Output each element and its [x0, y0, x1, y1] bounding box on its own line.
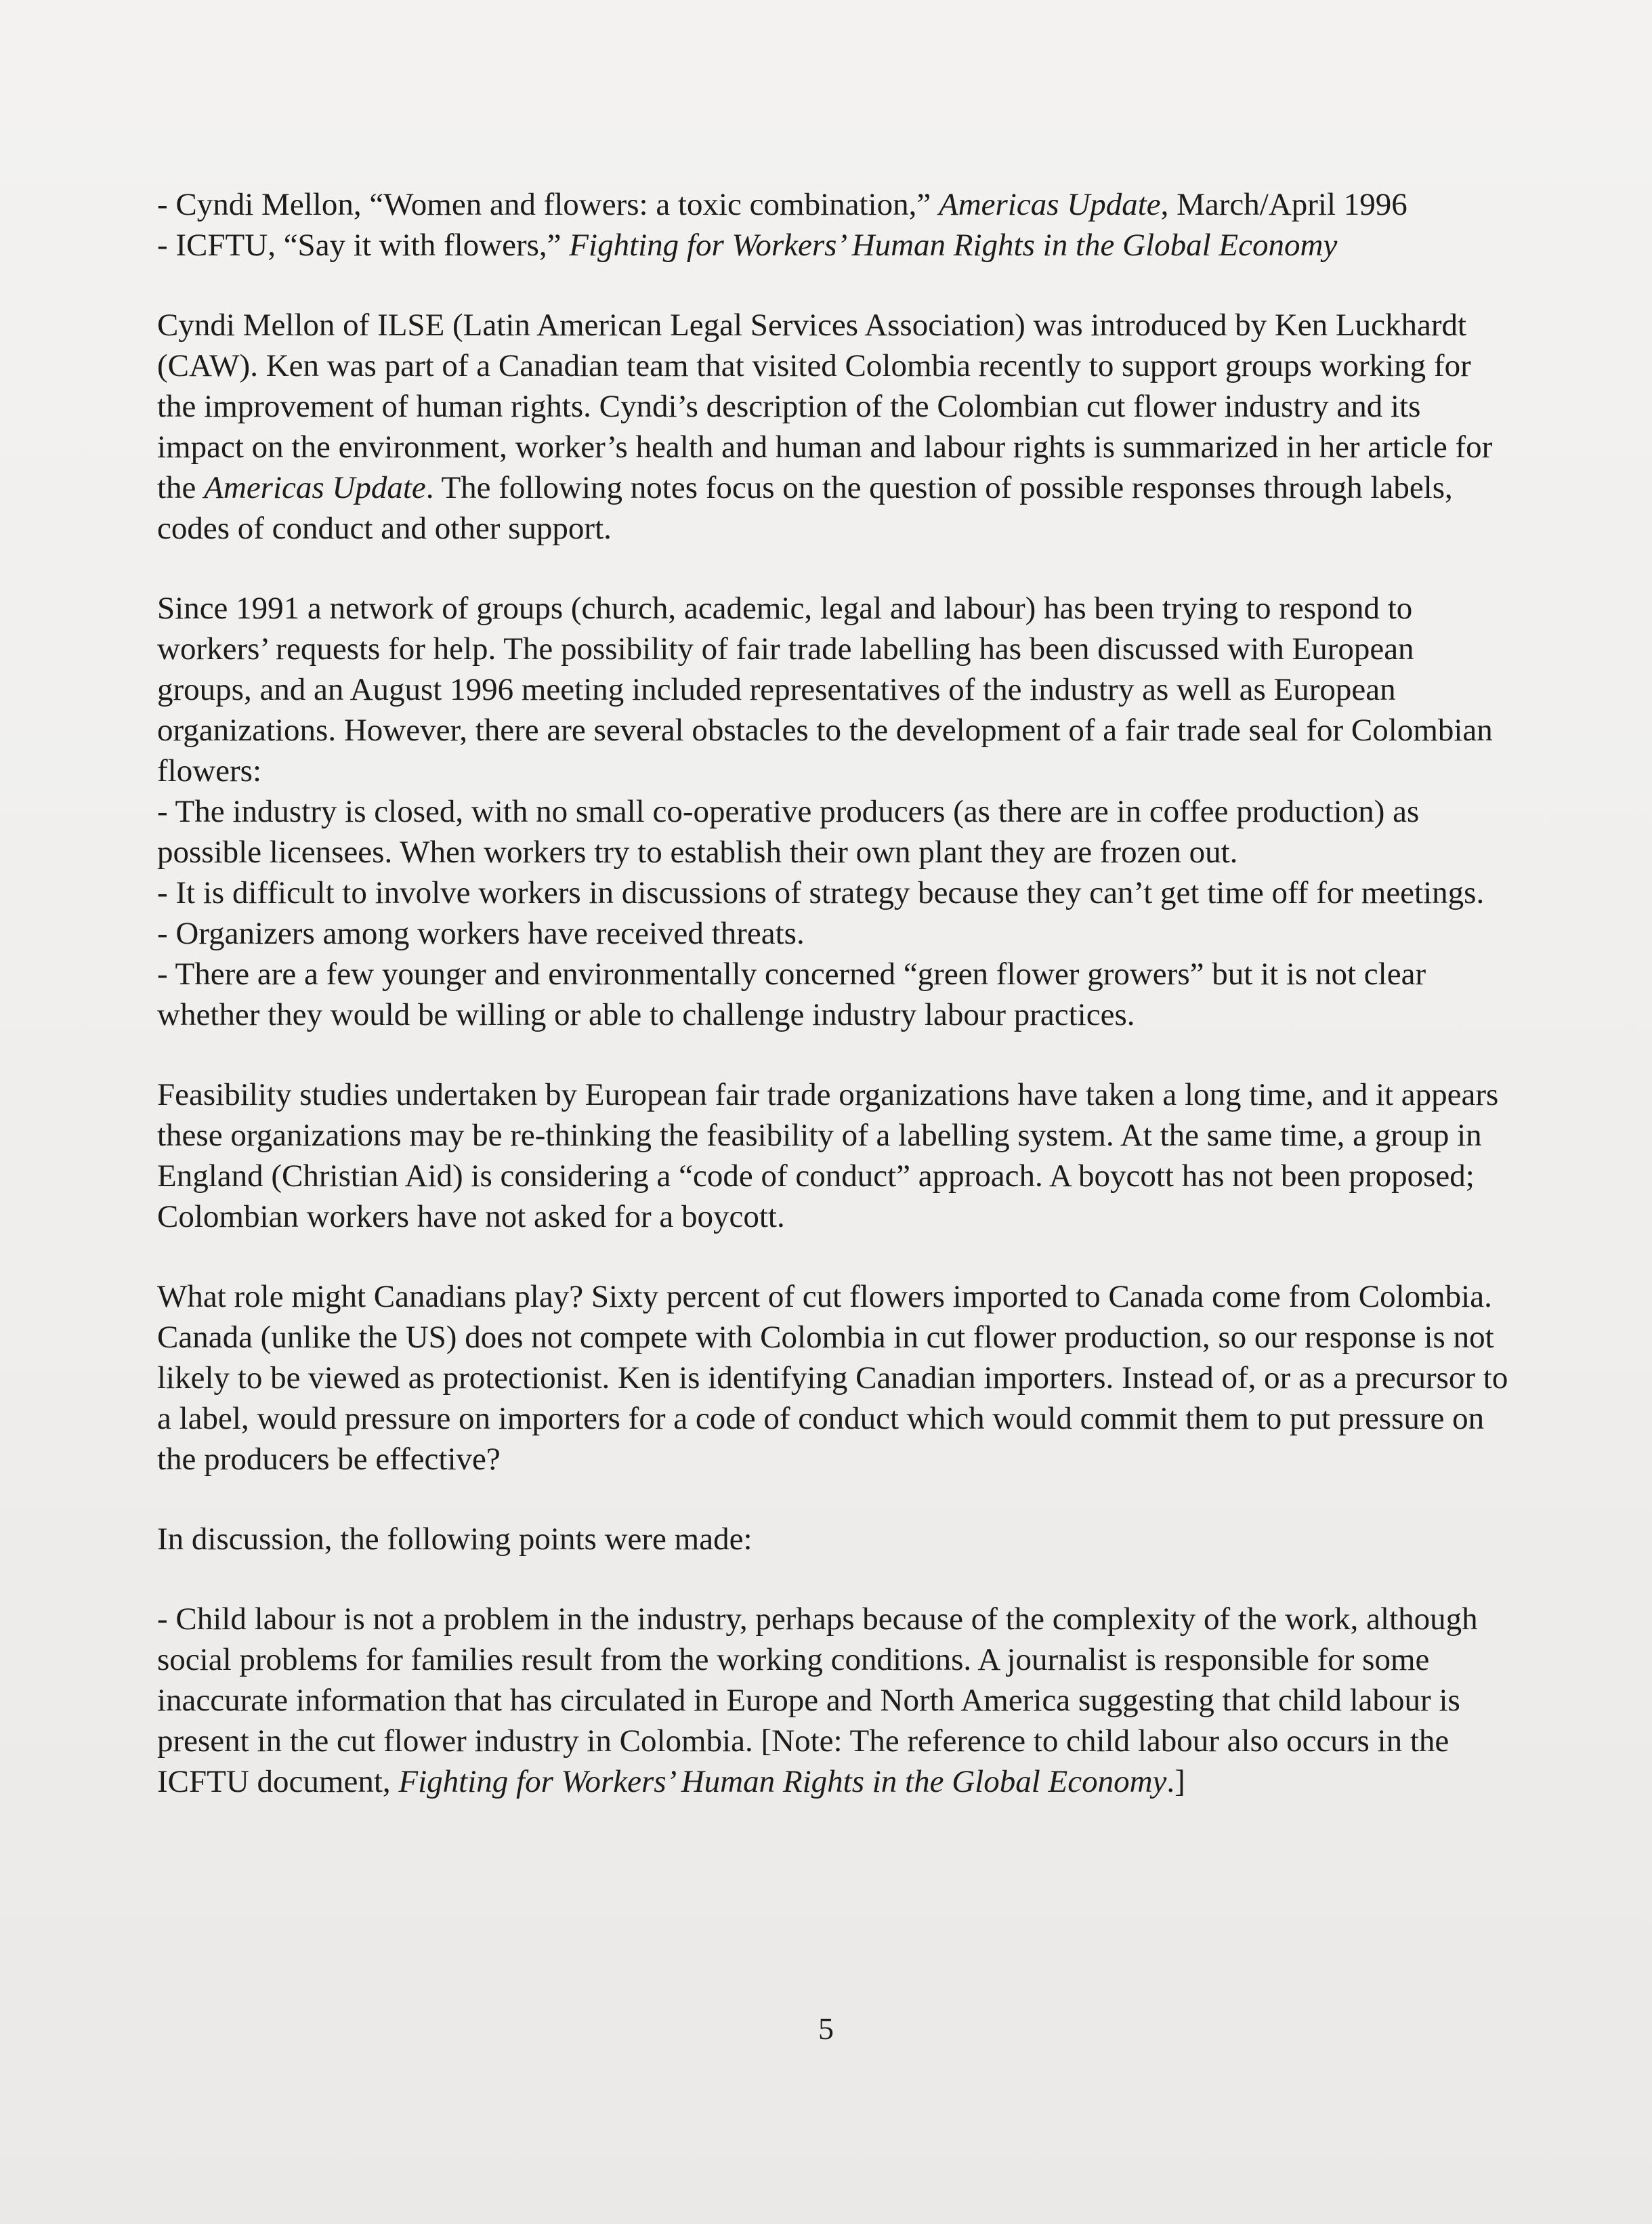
reference-list: [157, 184, 1512, 266]
list-item: - Organizers among workers have received threats.: [157, 916, 805, 951]
list-item: - The industry is closed, with no small co-operative producers (as there are in coffee production) as possible licensees. When workers try to establish their own plant they are frozen out.: [157, 794, 1420, 870]
canadians-paragraph: What role might Canadians play? Sixty percent of cut flowers imported to Canada come from Colombia. Canada (unlike the US) does not compete with Colombia in cut flower production, so our response is not likely to be viewed as protectionist. Ken is identifying Canadian importers. Instead of, or as a precursor to a label, would pressure on importers for a code of conduct which would commit them to put pressure on the producers be effective?: [157, 1279, 1508, 1477]
list-item: - There are a few younger and environmentally concerned “green flower growers” but it is not clear whether they would be willing or able to challenge industry labour practices.: [157, 957, 1426, 1032]
page-number: 5: [818, 2011, 834, 2046]
obstacles-list: [157, 791, 1512, 1035]
publication-title: Fighting for Workers’ Human Rights in the Global Economy: [398, 1764, 1167, 1799]
publication-title: Americas Update: [938, 187, 1161, 222]
publication-title: Fighting for Workers’ Human Rights in the Global Economy: [569, 228, 1338, 263]
reference-item: - ICFTU, “Say it with flowers,” Fighting for Workers’ Human Rights in the Global Economy: [157, 228, 1338, 263]
feasibility-paragraph: Feasibility studies undertaken by European fair trade organizations have taken a long time, and it appears these organizations may be re-thinking the feasibility of a labelling system. At the same time, a group in England (Christian Aid) is considering a “code of conduct” approach. A boycott has not been proposed; Colombian workers have not asked for a boycott.: [157, 1077, 1499, 1234]
document-body: [157, 184, 1512, 1841]
intro-paragraph: Cyndi Mellon of ILSE (Latin American Legal Services Association) was introduced by Ken Luckhardt (CAW). Ken was part of a Canadian team that visited Colombia recently to support groups working for the improvement of human rights. Cyndi’s description of the Colombian cut flower industry and its impact on the environment, worker’s health and human and labour rights is summarized in her article for the Americas Update. The following notes focus on the question of possible responses through labels, codes of conduct and other support.: [157, 308, 1493, 546]
child-labour-paragraph: - Child labour is not a problem in the industry, perhaps because of the complexity of the work, although social problems for families result from the working conditions. A journalist is responsible for some inaccurate information that has circulated in Europe and North America suggesting that child labour is present in the cut flower industry in Colombia. [Note: The reference to child labour also occurs in the ICFTU document, Fighting for Workers’ Human Rights in the Global Economy.]: [157, 1601, 1478, 1799]
spacer: [157, 266, 1512, 305]
discussion-intro: In discussion, the following points were made:: [157, 1522, 753, 1557]
list-item: - It is difficult to involve workers in discussions of strategy because they can’t get time off for meetings.: [157, 875, 1485, 910]
obstacles-paragraph: Since 1991 a network of groups (church, academic, legal and labour) has been trying to respond to workers’ requests for help. The possibility of fair trade labelling has been discussed with European groups, and an August 1996 meeting included representatives of the industry as well as European organizations. However, there are several obstacles to the development of a fair trade seal for Colombian flowers:: [157, 591, 1493, 789]
obstacles-section: [157, 588, 1512, 1035]
reference-item: - Cyndi Mellon, “Women and flowers: a toxic combination,” Americas Update, March/April 1996: [157, 187, 1407, 222]
publication-title: Americas Update: [204, 470, 426, 505]
